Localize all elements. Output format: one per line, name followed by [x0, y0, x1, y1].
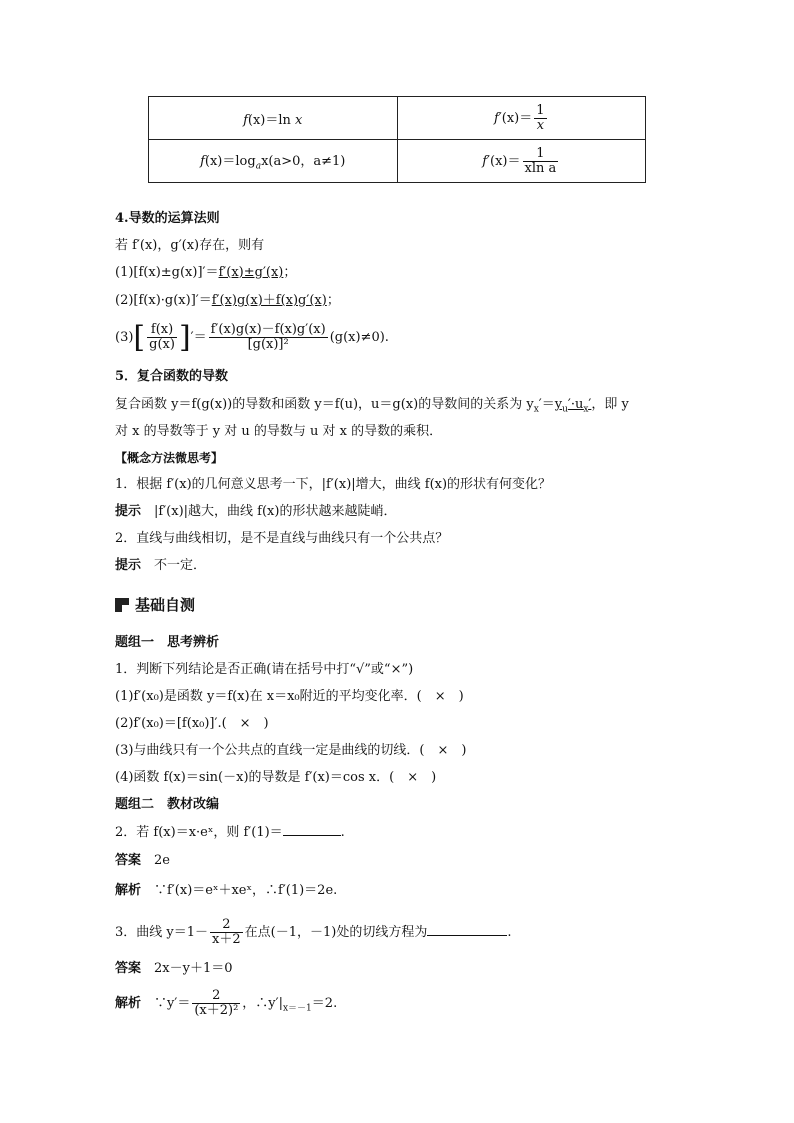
func-name: f [200, 154, 205, 170]
self-test-heading-text: 基础自测 [135, 596, 196, 614]
solution-text-3: ＝2. [311, 996, 338, 1011]
rule-3 [115, 318, 389, 358]
group-2-title: 题组二 教材改编 [115, 797, 220, 812]
func-expr: (x)＝ln [247, 112, 296, 128]
derivative-table [148, 96, 646, 183]
rule-2-answer: f′(x)g(x)＋f(x)g′(x) [211, 293, 327, 308]
rule-1 [115, 264, 296, 282]
question-3-text: 3．曲线 y＝1－ [115, 925, 209, 940]
fraction-numerator: 1 [536, 102, 545, 118]
fraction [209, 323, 328, 352]
answer-text: 2x－y＋1＝0 [154, 961, 233, 976]
section-5-title: 5．复合函数的导数 [115, 369, 229, 384]
section-4-title: 4.导数的运算法则 [115, 211, 220, 226]
hint-label: 提示 [115, 504, 142, 519]
concept-answer-2 [115, 557, 206, 575]
rule-3-prime: ′＝ [190, 330, 207, 345]
answer-sub: x [583, 404, 589, 415]
rule-1-answer: f′(x)±g′(x) [218, 265, 284, 280]
fraction-denominator: [g(x)]² [247, 337, 289, 352]
func-expr: (x)＝log [204, 154, 256, 170]
hint-text: 不一定． [154, 558, 207, 573]
question-1: 1．判断下列结论是否正确(请在括号中打“√”或“×”) [115, 662, 414, 677]
question-3 [115, 915, 511, 951]
answer-part: y [554, 397, 563, 412]
table-cell [397, 140, 646, 183]
fraction-numerator: 2 [192, 989, 240, 1004]
answer-text: 2e [154, 853, 170, 868]
fraction-numerator: f′(x)g(x)－f(x)g′(x) [210, 322, 326, 337]
fraction-denominator: g(x) [149, 337, 175, 352]
fraction [192, 989, 240, 1018]
answer-label: 答案 [115, 853, 142, 868]
concept-answer-1 [115, 503, 396, 521]
section-5-text: 复合函数 y＝f(g(x))的导数和函数 y＝f(u)，u＝g(x)的导数间的关系为 y [115, 397, 534, 412]
rule-3-condition: (g(x)≠0). [329, 330, 389, 345]
question-2-solution [115, 882, 337, 900]
fraction-denominator: x＋2 [212, 932, 241, 947]
subscript: x [533, 404, 539, 415]
question-1-item-1: (1)f′(x₀)是函数 y＝f(x)在 x＝x₀附近的平均变化率．( × ) [115, 689, 464, 704]
question-1-item-2: (2)f′(x₀)＝[f(x₀)]′.( × ) [115, 716, 269, 731]
fraction [210, 918, 243, 947]
group-1-title: 题组一 思考辨析 [115, 635, 220, 650]
answer-part: ′ [588, 397, 592, 412]
table-row [149, 97, 646, 140]
question-3-answer [115, 960, 233, 978]
fraction [147, 323, 177, 352]
rule-2-end: ； [326, 293, 340, 308]
func-var: x [295, 112, 303, 128]
func-domain: x(a>0，a≠1) [261, 154, 346, 170]
fraction-denominator: (x＋2)² [194, 1003, 239, 1018]
section-4-intro: 若 f′(x)，g′(x)存在，则有 [115, 238, 265, 253]
deriv-name: f′ [482, 153, 491, 169]
concept-question-2: 2．直线与曲线相切，是不是直线与曲线只有一个公共点？ [115, 531, 449, 546]
concept-title: 【概念方法微思考】 [115, 451, 224, 465]
answer-label: 答案 [115, 961, 142, 976]
answer-blank [427, 923, 507, 936]
fraction-numerator: 2 [210, 918, 243, 933]
fraction-numerator: f(x) [147, 323, 177, 338]
question-3-text-2: 在点(－1，－1)处的切线方程为 [244, 925, 428, 940]
subscript: x＝－1 [282, 1003, 312, 1014]
solution-label: 解析 [115, 883, 142, 898]
fraction-numerator: 1 [523, 147, 559, 162]
solution-text: ∵f′(x)＝eˣ＋xeˣ，∴f′(1)＝2e. [154, 883, 338, 898]
section-5-line-2: 对 x 的导数等于 y 对 u 的导数与 u 对 x 的导数的乘积． [115, 424, 443, 439]
solution-text: ∵y′＝ [154, 996, 191, 1011]
rule-1-lhs: (1)[f(x)±g(x)]′＝ [115, 265, 219, 280]
func-name: f [243, 112, 248, 128]
hint-label: 提示 [115, 558, 142, 573]
question-1-item-4: (4)函数 f(x)＝sin(－x)的导数是 f′(x)＝cos x．( × ) [115, 770, 437, 785]
log-base: a [255, 161, 262, 172]
deriv-name: f′ [493, 110, 502, 126]
question-2-end: . [340, 825, 345, 840]
table-row [149, 140, 646, 183]
solution-text-2: ，∴y′| [242, 996, 283, 1011]
fraction-denominator: x [536, 117, 545, 133]
section-5-tail: ，即 y [591, 397, 629, 412]
rule-2-lhs: (2)[f(x)·g(x)]′＝ [115, 293, 212, 308]
rule-2 [115, 292, 340, 310]
concept-question-1: 1．根据 f′(x)的几何意义思考一下，|f′(x)|增大，曲线 f(x)的形状有何变化？ [115, 477, 552, 492]
answer-sub: u [562, 404, 568, 415]
self-test-heading [115, 596, 195, 614]
left-bracket: [ [133, 319, 146, 355]
solution-label: 解析 [115, 996, 142, 1011]
question-2 [115, 823, 345, 842]
answer-blank [283, 823, 341, 836]
table-cell [149, 97, 398, 140]
question-3-end: . [507, 925, 512, 940]
question-1-item-3: (3)与曲线只有一个公共点的直线一定是曲线的切线．( × ) [115, 743, 467, 758]
fraction [523, 147, 559, 176]
table-cell [149, 140, 398, 183]
fraction-denominator: xln a [524, 160, 557, 176]
section-marker-icon [115, 598, 129, 612]
rule-1-end: ； [283, 265, 297, 280]
deriv-expr: (x)＝ [501, 110, 533, 126]
rule-3-label: (3) [115, 330, 134, 345]
question-2-answer [115, 852, 170, 870]
hint-text: |f′(x)|越大，曲线 f(x)的形状越来越陡峭． [154, 504, 397, 519]
question-2-text: 2．若 f(x)＝x·eˣ，则 f′(1)＝ [115, 825, 283, 840]
table-cell [397, 97, 646, 140]
deriv-expr: (x)＝ [490, 153, 521, 169]
section-5-answer [554, 397, 592, 415]
answer-part: ′·u [567, 397, 584, 412]
right-bracket: ] [178, 319, 191, 355]
fraction [534, 104, 546, 133]
section-5-eq: ′＝ [538, 397, 555, 412]
question-3-solution [115, 986, 337, 1027]
section-5-line-1 [115, 396, 629, 419]
